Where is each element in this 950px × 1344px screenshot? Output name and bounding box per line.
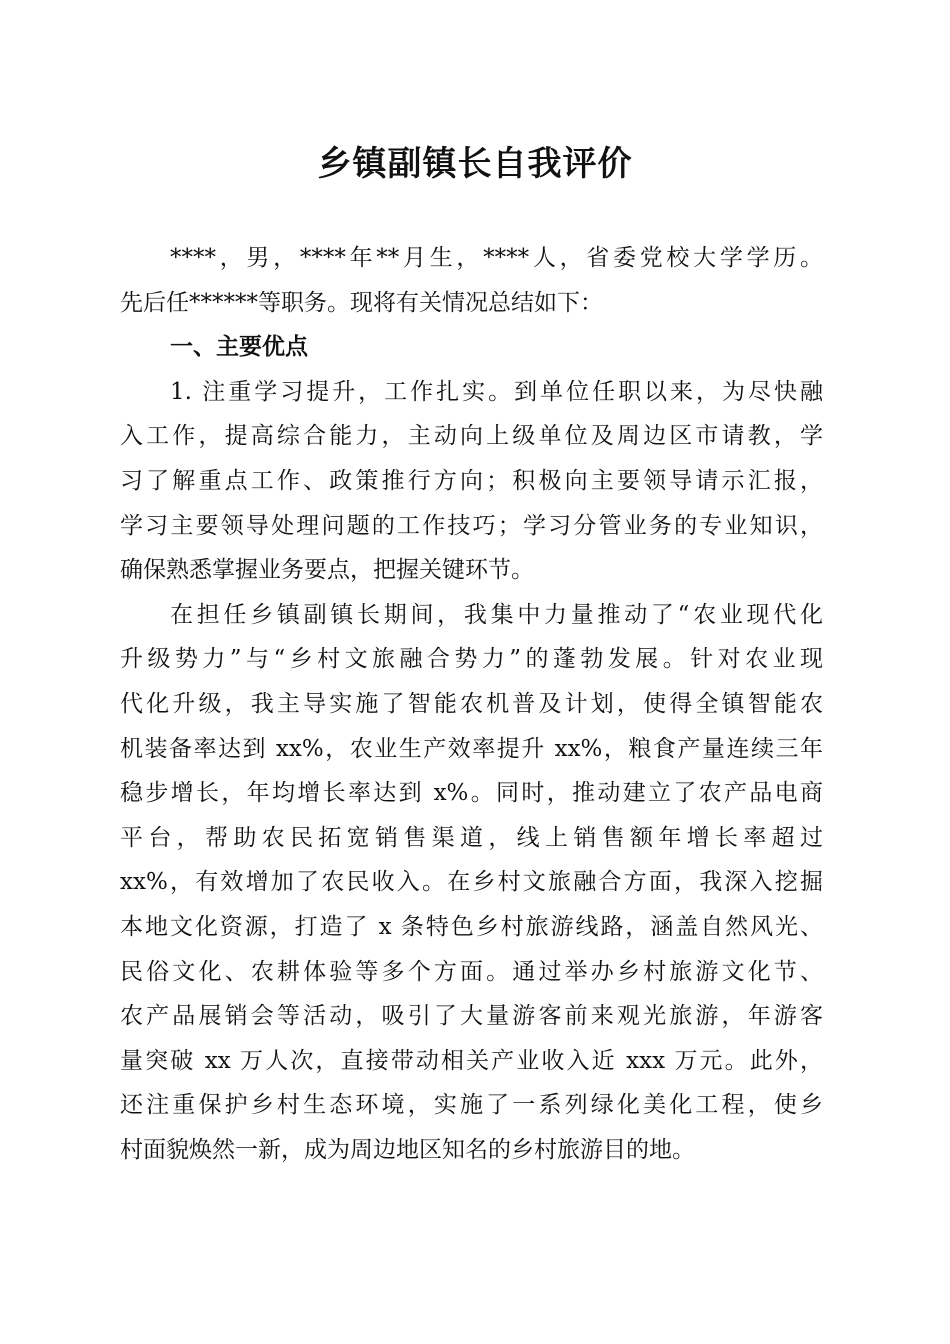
document-title: 乡镇副镇长自我评价 bbox=[317, 144, 633, 184]
paragraph-achievements bbox=[120, 593, 823, 1173]
text-line: 在担任乡镇副镇长期间，我集中力量推动了“农业现代化 bbox=[170, 601, 823, 628]
intro-paragraph bbox=[120, 236, 823, 325]
text-line: 升级势力”与“乡村文旅融合势力”的蓬勃发展。针对农业现 bbox=[120, 646, 823, 673]
text-line: 习了解重点工作、政策推行方向；积极向主要领导请示汇报， bbox=[120, 467, 823, 494]
text-line: 平台，帮助农民拓宽销售渠道，线上销售额年增长率超过 bbox=[120, 824, 823, 851]
text-line: 代化升级，我主导实施了智能农机普及计划，使得全镇智能农 bbox=[120, 690, 823, 717]
text-line: 确保熟悉掌握业务要点，把握关键环节。 bbox=[120, 557, 534, 584]
text-line: 先后任******等职务。现将有关情况总结如下： bbox=[120, 289, 603, 316]
text-line: 学习主要领导处理问题的工作技巧；学习分管业务的专业知识， bbox=[120, 512, 823, 539]
text-line: 量突破 xx 万人次，直接带动相关产业收入近 xxx 万元。此外， bbox=[120, 1047, 823, 1074]
text-line: 还注重保护乡村生态环境，实施了一系列绿化美化工程，使乡 bbox=[120, 1092, 823, 1119]
text-line: 机装备率达到 xx%，农业生产效率提升 xx%，粮食产量连续三年 bbox=[120, 735, 823, 762]
text-line: 村面貌焕然一新，成为周边地区知名的乡村旅游目的地。 bbox=[120, 1136, 695, 1163]
text-line: 1. 注重学习提升，工作扎实。到单位任职以来，为尽快融 bbox=[170, 378, 823, 405]
text-line: 入工作，提高综合能力，主动向上级单位及周边区市请教，学 bbox=[120, 423, 823, 450]
text-line: 本地文化资源，打造了 x 条特色乡村旅游线路，涵盖自然风光、 bbox=[120, 913, 823, 940]
text-line: 民俗文化、农耕体验等多个方面。通过举办乡村旅游文化节、 bbox=[120, 958, 823, 985]
paragraph-study bbox=[120, 370, 823, 593]
text-line: xx%，有效增加了农民收入。在乡村文旅融合方面，我深入挖掘 bbox=[120, 869, 823, 896]
document-body bbox=[120, 236, 823, 1172]
section-heading: 一、主要优点 bbox=[170, 334, 308, 361]
text-line: 农产品展销会等活动，吸引了大量游客前来观光旅游，年游客 bbox=[120, 1003, 823, 1030]
text-line: ****，男，****年**月生，****人，省委党校大学学历。 bbox=[170, 245, 823, 271]
text-line: 稳步增长，年均增长率达到 x%。同时，推动建立了农产品电商 bbox=[120, 780, 823, 807]
